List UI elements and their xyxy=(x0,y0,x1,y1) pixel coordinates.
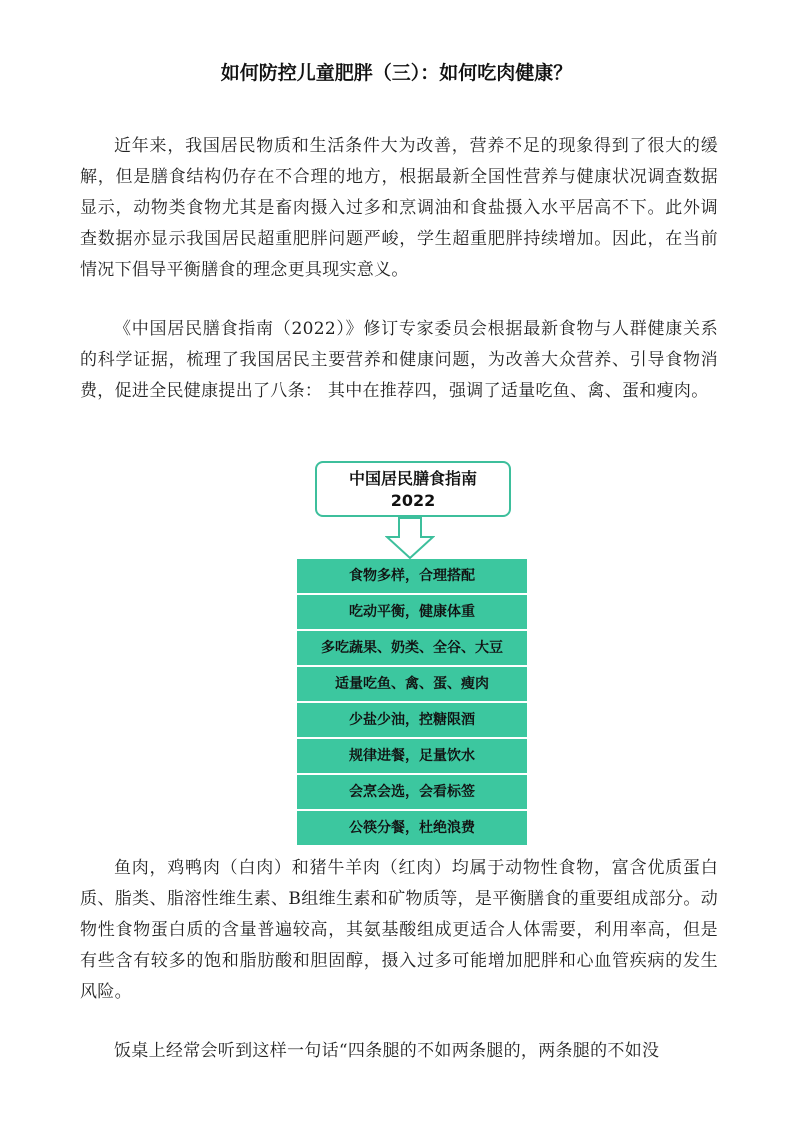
guideline-item: 多吃蔬果、奶类、全谷、大豆 xyxy=(297,631,527,665)
down-arrow-icon xyxy=(385,517,435,559)
paragraph-intro: 近年来，我国居民物质和生活条件大为改善，营养不足的现象得到了很大的缓解，但是膳食结构仍存在不合理的地方，根据最新全国性营养与健康状况调查数据显示，动物类食物尤其是畜肉摄入过多和烹调油和食盐摄入水平居高不下。此外调查数据亦显示我国居民超重肥胖问题严峻，学生超重肥胖持续增加。因此，在当前情况下倡导平衡膳食的理念更具现实意义。 xyxy=(80,136,718,280)
guideline-item: 食物多样，合理搭配 xyxy=(297,559,527,593)
page-title: 如何防控儿童肥胖（三）：如何吃肉健康？ xyxy=(220,62,573,84)
guidelines-header-title: 中国居民膳食指南 xyxy=(348,469,477,488)
guideline-item: 少盐少油，控糖限酒 xyxy=(297,703,527,737)
guideline-item: 规律进餐，足量饮水 xyxy=(297,739,527,773)
dietary-guidelines-diagram xyxy=(0,461,793,851)
guidelines-header-box xyxy=(315,461,511,517)
guidelines-list xyxy=(297,559,527,847)
paragraph-animal-foods: 鱼肉，鸡鸭肉（白肉）和猪牛羊肉（红肉）均属于动物性食物，富含优质蛋白质、脂类、脂溶性维生素、B组维生素和矿物质等，是平衡膳食的重要组成部分。动物性食物蛋白质的含量普遍较高，其氨基酸组成更适合人体需要，利用率高，但是有些含有较多的饱和脂肪酸和胆固醇，摄入过多可能增加肥胖和心血管疾病的发生风险。 xyxy=(80,858,718,1002)
guidelines-header-year: 2022 xyxy=(390,491,436,510)
guideline-item: 适量吃鱼、禽、蛋、瘦肉 xyxy=(297,667,527,701)
guideline-item: 会烹会选，会看标签 xyxy=(297,775,527,809)
paragraph-guidelines: 《中国居民膳食指南（2022）》修订专家委员会根据最新食物与人群健康关系的科学证据，梳理了我国居民主要营养和健康问题，为改善大众营养、引导食物消费，促进全民健康提出了八条： 其中在推荐四，强调了适量吃鱼、禽、蛋和瘦肉。 xyxy=(80,319,718,401)
paragraph-saying: 饭桌上经常会听到这样一句话“四条腿的不如两条腿的，两条腿的不如没 xyxy=(114,1041,660,1061)
guideline-item: 公筷分餐，杜绝浪费 xyxy=(297,811,527,845)
guideline-item: 吃动平衡，健康体重 xyxy=(297,595,527,629)
